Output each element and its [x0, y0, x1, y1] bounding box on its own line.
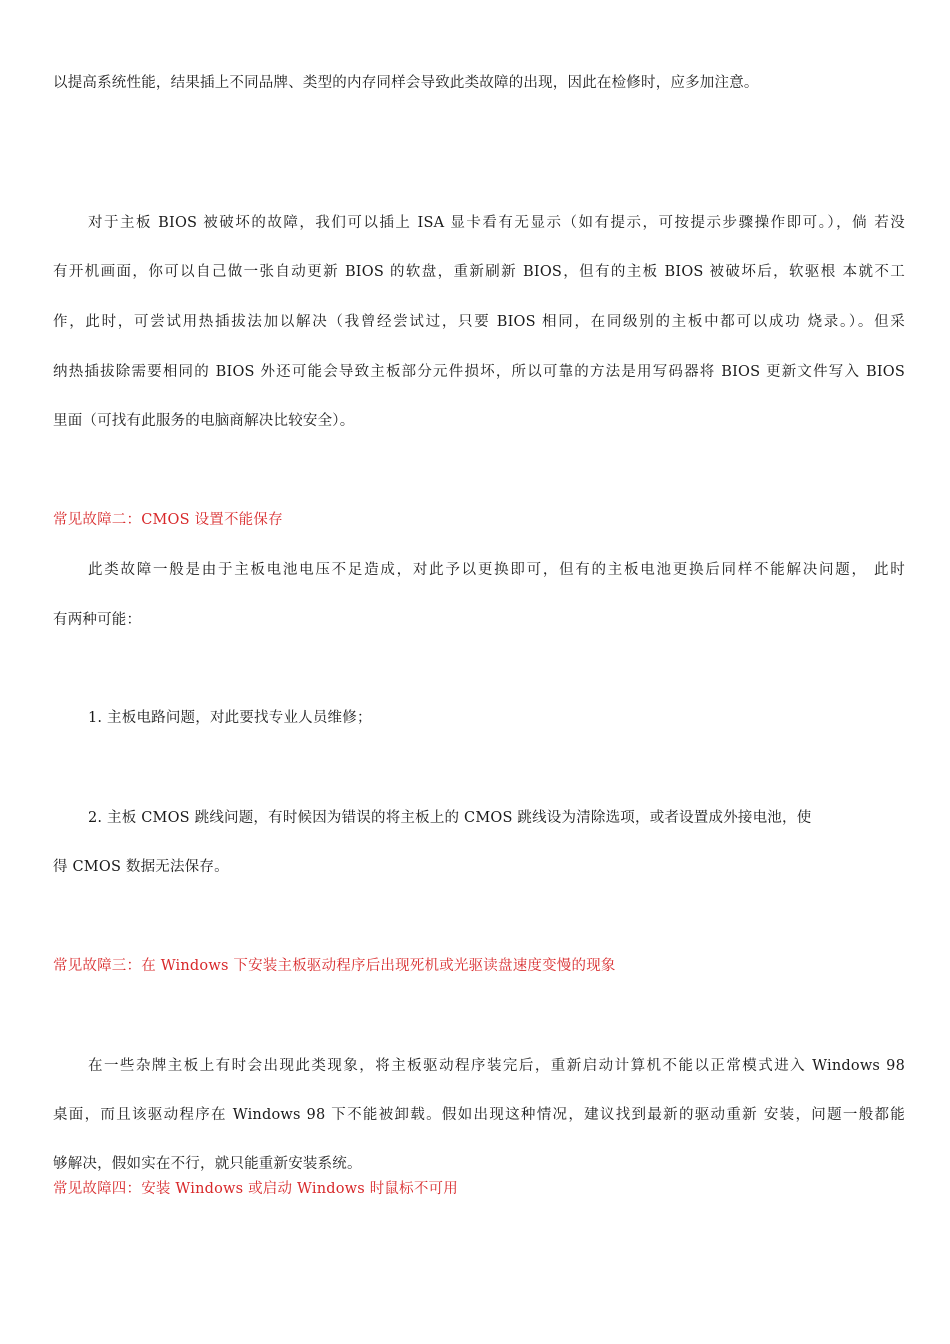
- paragraph-line: 得 CMOS 数据无法保存。: [53, 859, 229, 875]
- paragraph-line: 纳热插拔除需要相同的 BIOS 外还可能会导致主板部分元件损坏，所以可靠的方法是用写码器将 BIOS 更新文件写入 BIOS: [53, 364, 905, 380]
- section-heading: 常见故障四：安装 Windows 或启动 Windows 时鼠标不可用: [53, 1181, 458, 1197]
- paragraph-line: 有开机画面，你可以自己做一张自动更新 BIOS 的软盘，重新刷新 BIOS，但有的主板 BIOS 被破坏后，软驱根 本就不工: [53, 264, 905, 280]
- paragraph-line: 桌面，而且该驱动程序在 Windows 98 下不能被卸载。假如出现这种情况，建议找到最新的驱动重新 安装，问题一般都能: [53, 1107, 905, 1123]
- paragraph-line: 此类故障一般是由于主板电池电压不足造成，对此予以更换即可，但有的主板电池更换后同样不能解决问题， 此时: [88, 562, 905, 578]
- paragraph-line: 作，此时，可尝试用热插拔法加以解决（我曾经尝试过，只要 BIOS 相同，在同级别的主板中都可以成功 烧录。）。但采: [53, 314, 905, 330]
- section-heading: 常见故障二：CMOS 设置不能保存: [53, 512, 283, 528]
- paragraph-line: 够解决，假如实在不行，就只能重新安装系统。: [53, 1156, 362, 1172]
- paragraph-line: 在一些杂牌主板上有时会出现此类现象，将主板驱动程序装完后，重新启动计算机不能以正常模式进入 Windows 98: [88, 1058, 905, 1074]
- list-item: 1. 主板电路问题，对此要找专业人员维修；: [88, 710, 372, 726]
- paragraph-line: 有两种可能：: [53, 612, 142, 628]
- section-heading: 常见故障三：在 Windows 下安装主板驱动程序后出现死机或光驱读盘速度变慢的现象: [53, 958, 616, 974]
- paragraph-line: 对于主板 BIOS 被破坏的故障，我们可以插上 ISA 显卡看有无显示（如有提示，可按提示步骤操作即可。），倘 若没: [88, 215, 905, 231]
- paragraph-line: 里面（可找有此服务的电脑商解决比较安全）。: [53, 413, 355, 429]
- list-item: 2. 主板 CMOS 跳线问题，有时候因为错误的将主板上的 CMOS 跳线设为清除选项，或者设置成外接电池，使: [88, 810, 812, 826]
- paragraph-line: 以提高系统性能，结果插上不同品牌、类型的内存同样会导致此类故障的出现，因此在检修时，应多加注意。: [53, 75, 759, 91]
